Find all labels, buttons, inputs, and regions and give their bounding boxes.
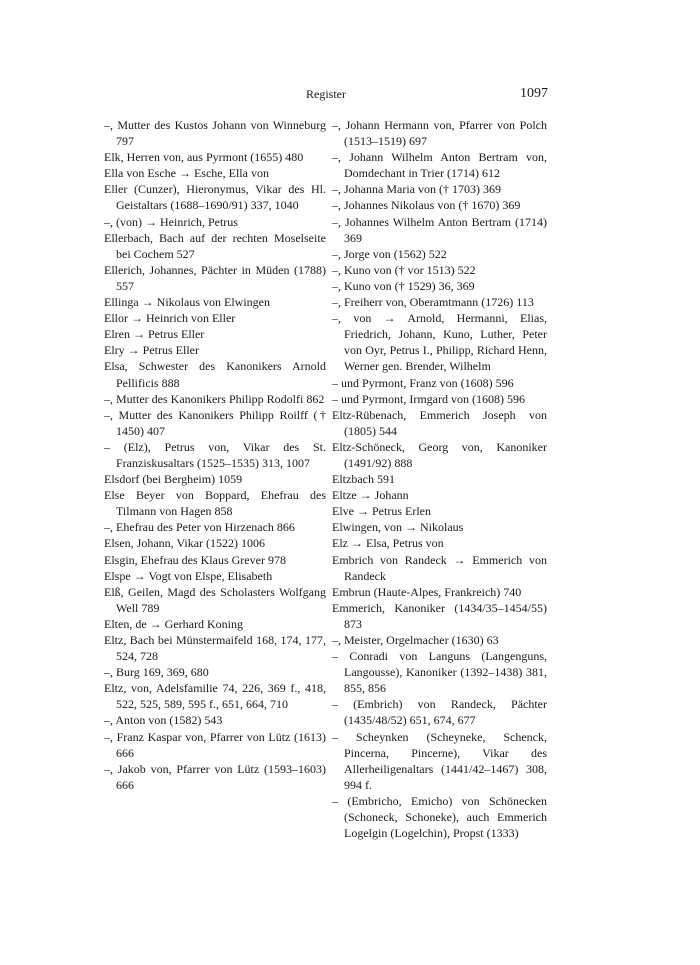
index-entry: –, Johanna Maria von († 1703) 369: [332, 182, 501, 197]
index-entry: – Scheynken (Scheyneke, Schenck, Pincerna, Pincerne), Vikar des Allerheiligenaltars (1441/42–1467) 308, 994 f.: [332, 729, 547, 792]
index-entry: –, Mutter des Kustos Johann von Winneburg 797: [104, 118, 326, 149]
index-entry: –, Kuno von († 1529) 36, 369: [332, 278, 475, 293]
index-entry: Eller (Cunzer), Hieronymus, Vikar des Hl. Geistaltars (1688–1690/91) 337, 1040: [104, 182, 326, 213]
index-column-right: [332, 117, 547, 841]
index-entry: –, (von) → Heinrich, Petrus: [104, 214, 238, 229]
index-entry: –, Mutter des Kanonikers Philipp Roilff († 1450) 407: [104, 407, 326, 438]
index-entry: –, Freiherr von, Oberamtmann (1726) 113: [332, 295, 534, 310]
index-entry: Embrun (Haute-Alpes, Frankreich) 740: [332, 584, 522, 599]
index-entry: Emmerich, Kanoniker (1434/35–1454/55) 873: [332, 600, 547, 631]
index-entry: Elsen, Johann, Vikar (1522) 1006: [104, 536, 266, 551]
index-entry: Elspe → Vogt von Elspe, Elisabeth: [104, 568, 273, 583]
index-entry: Eltz-Schöneck, Georg von, Kanoniker (1491/92) 888: [332, 439, 547, 470]
index-entry: Eltz, von, Adelsfamilie 74, 226, 369 f., 418, 522, 525, 589, 595 f., 651, 664, 710: [104, 681, 326, 712]
index-entry: – und Pyrmont, Irmgard von (1608) 596: [332, 391, 525, 406]
index-entry: –, Mutter des Kanonikers Philipp Rodolfi 862: [104, 391, 325, 406]
index-entry: Ellor → Heinrich von Eller: [104, 311, 236, 326]
index-entry: Ellerbach, Bach auf der rechten Moselseite bei Cochem 527: [104, 230, 326, 261]
index-entry: Elsa, Schwester des Kanonikers Arnold Pellificis 888: [104, 359, 326, 390]
index-entry: Eltz, Bach bei Münstermaifeld 168, 174, 177, 524, 728: [104, 633, 326, 664]
index-entry: – (Embricho, Emicho) von Schönecken (Schoneck, Schoneke), auch Emmerich Logelgin (Logelchin), Propst (1333): [332, 793, 547, 841]
index-entry: Elry → Petrus Eller: [104, 343, 199, 358]
index-entry: –, Franz Kaspar von, Pfarrer von Lütz (1613) 666: [104, 729, 326, 760]
index-entry: –, Jorge von (1562) 522: [332, 246, 447, 261]
index-entry: –, Johann Wilhelm Anton Bertram von, Domdechant in Trier (1714) 612: [332, 150, 547, 181]
index-entry: –, Meister, Orgelmacher (1630) 63: [332, 633, 499, 647]
index-entry: – und Pyrmont, Franz von (1608) 596: [332, 375, 514, 390]
index-entry: –, Kuno von († vor 1513) 522: [332, 262, 476, 277]
index-entry: Elwingen, von → Nikolaus: [332, 520, 464, 535]
header-title: Register: [306, 87, 346, 101]
index-entry: –, von → Arnold, Hermanni, Elias, Friedrich, Johann, Kuno, Luther, Peter von Oyr, Petrus I., Philipp, Richard Henn, Werner gen. Brender, Wilhelm: [332, 311, 547, 374]
index-entry: Elsdorf (bei Bergheim) 1059: [104, 472, 243, 487]
index-entry: Elß, Geilen, Magd des Scholasters Wolfgang Well 789: [104, 584, 326, 615]
index-entry: –, Jakob von, Pfarrer von Lütz (1593–1603) 666: [104, 761, 326, 792]
index-column-left: [104, 117, 326, 793]
index-entry: –, Johannes Wilhelm Anton Bertram (1714) 369: [332, 214, 547, 245]
index-entry: Elz → Elsa, Petrus von: [332, 536, 444, 551]
index-entry: Elk, Herren von, aus Pyrmont (1655) 480: [104, 150, 304, 165]
index-entry: Elve → Petrus Erlen: [332, 504, 431, 519]
index-entry: Ellinga → Nikolaus von Elwingen: [104, 295, 270, 310]
index-entry: Else Beyer von Boppard, Ehefrau des Tilmann von Hagen 858: [104, 488, 326, 519]
index-entry: Eltze → Johann: [332, 488, 409, 503]
index-entry: Elten, de → Gerhard Koning: [104, 616, 243, 631]
index-entry: Eltz-Rübenach, Emmerich Joseph von (1805) 544: [332, 407, 547, 438]
index-entry: –, Anton von (1582) 543: [104, 713, 223, 728]
index-entry: – (Elz), Petrus von, Vikar des St. Franziskusaltars (1525–1535) 313, 1007: [104, 439, 326, 470]
page-number: 1097: [520, 86, 548, 101]
running-header: [104, 86, 548, 108]
index-entry: Embrich von Randeck → Emmerich von Randeck: [332, 552, 547, 583]
index-entry: Eltzbach 591: [332, 472, 395, 487]
index-entry: Elren → Petrus Eller: [104, 327, 205, 342]
index-entry: –, Johannes Nikolaus von († 1670) 369: [332, 198, 521, 213]
index-entry: Ella von Esche → Esche, Ella von: [104, 166, 269, 181]
index-entry: –, Ehefrau des Peter von Hirzenach 866: [104, 520, 295, 535]
index-entry: –, Johann Hermann von, Pfarrer von Polch (1513–1519) 697: [332, 118, 547, 149]
index-entry: – Conradi von Languns (Langenguns, Langousse), Kanoniker (1392–1438) 381, 855, 856: [332, 649, 547, 696]
index-entry: –, Burg 169, 369, 680: [104, 665, 209, 680]
index-entry: Ellerich, Johannes, Pächter in Müden (1788) 557: [104, 262, 326, 293]
index-entry: – (Embrich) von Randeck, Pächter (1435/48/52) 651, 674, 677: [332, 697, 547, 728]
index-entry: Elsgin, Ehefrau des Klaus Grever 978: [104, 552, 286, 567]
